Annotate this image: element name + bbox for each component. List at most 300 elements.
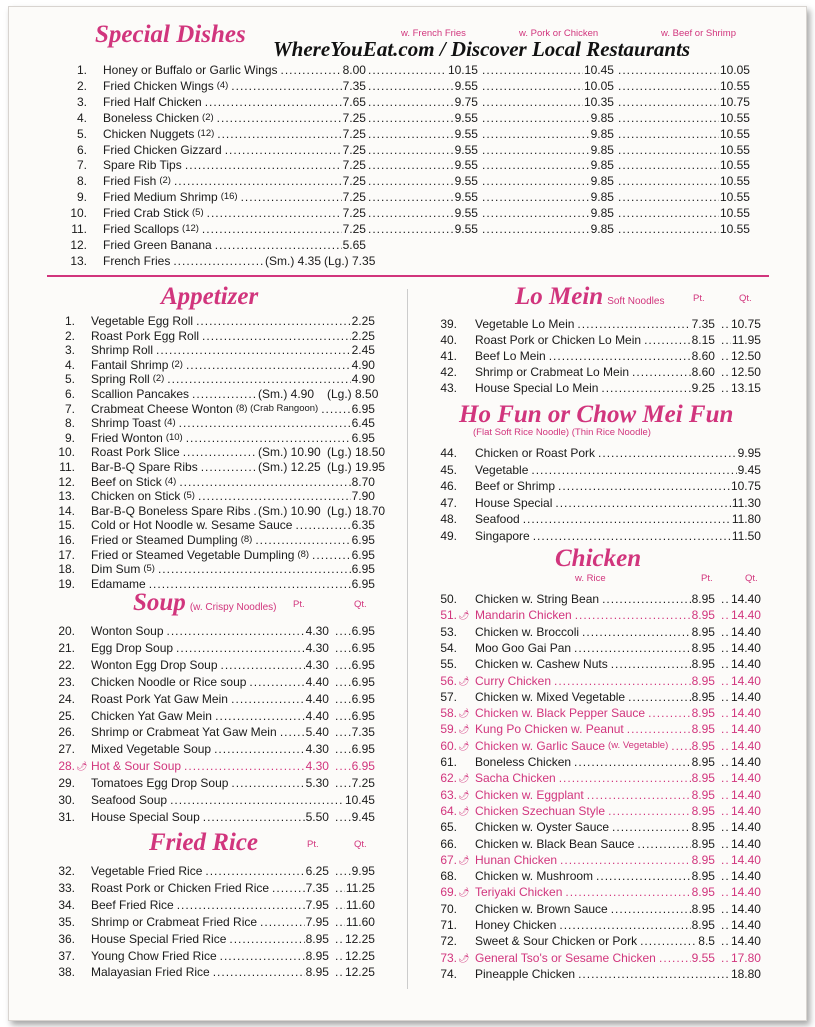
dot-leader: [368, 126, 454, 142]
item-name: Hot & Sour Soup: [91, 759, 182, 774]
pint-price: 8.95: [691, 803, 715, 818]
dot-leader: [721, 738, 730, 754]
item-name: House Special: [475, 495, 553, 510]
header-pork-chicken: w. Pork or Chicken: [519, 28, 599, 39]
soup-title: [133, 589, 277, 617]
menu-item-row: [45, 328, 379, 344]
item-number: 61.: [440, 755, 457, 769]
item-number: 28.: [58, 759, 75, 774]
pint-price: 8.95: [691, 852, 715, 867]
item-name: House Special Lo Mein: [475, 381, 599, 395]
quart-price: 6.95: [351, 674, 375, 689]
dot-leader: [205, 94, 342, 110]
menu-item-row: [427, 933, 765, 949]
dot-leader: [574, 754, 691, 770]
menu-item-row: [57, 142, 754, 158]
item-number: 20.: [58, 624, 75, 638]
price-with-fries: 9.55: [454, 190, 478, 205]
quart-price: 6.95: [351, 742, 375, 757]
dot-leader: [229, 931, 304, 947]
item-number: 9.: [64, 430, 75, 445]
dot-leader: [577, 316, 690, 332]
menu-item-row: [427, 868, 765, 884]
dot-leader: [721, 721, 730, 737]
dot-leader: [482, 62, 583, 78]
dot-leader: [482, 189, 590, 205]
item-price: 2.25: [351, 328, 375, 343]
dot-leader: [618, 157, 719, 173]
dot-leader: [596, 868, 691, 884]
menu-item-row: [427, 721, 765, 737]
watermark-text: WhereYouEat.com / Discover Local Restaurants: [273, 37, 691, 61]
quart-price: 14.40: [730, 608, 761, 623]
dot-leader: [671, 738, 690, 754]
item-note: (2): [171, 358, 183, 370]
dot-leader: [214, 741, 305, 757]
item-name: Chicken w. Garlic Sauce: [475, 738, 606, 753]
menu-item-row: [427, 528, 765, 544]
dot-leader: [196, 313, 351, 329]
dot-leader: [601, 380, 690, 396]
item-name: Chicken w. Brown Sauce: [475, 901, 608, 916]
item-name: Boneless Chicken: [103, 110, 200, 125]
menu-item-row: [427, 884, 765, 900]
menu-item-row: [427, 511, 765, 527]
menu-item-row: [57, 110, 754, 126]
quart-price: 10.45: [344, 793, 375, 807]
menu-item-row: [427, 640, 765, 656]
item-name: Vegetable Fried Rice: [91, 864, 203, 878]
dot-leader: [217, 126, 341, 142]
item-number: 8.: [64, 416, 75, 431]
quart-price: 6.95: [351, 657, 375, 672]
chili-pepper-icon: 🌶: [458, 854, 470, 865]
menu-item-row: [45, 758, 379, 774]
fried-rice-pt-header: Pt.: [307, 839, 319, 850]
menu-item-row: [57, 205, 754, 221]
chili-pepper-icon: 🌶: [76, 761, 88, 772]
item-number: 6.: [76, 142, 87, 157]
item-note: (10): [165, 431, 183, 443]
pint-price: 7.35: [691, 317, 715, 331]
item-number: 1.: [64, 314, 75, 328]
dot-leader: [618, 142, 719, 158]
item-note: (8): [297, 548, 310, 560]
dot-leader: [368, 221, 454, 237]
dot-leader: [215, 708, 304, 724]
menu-item-row: [45, 474, 379, 490]
lo-mein-subtitle: Soft Noodles: [607, 296, 665, 307]
pint-price: 8.95: [691, 836, 715, 851]
item-note: (12): [182, 223, 199, 234]
item-note: (16): [220, 191, 238, 203]
item-number: 13.: [70, 253, 87, 268]
menu-item-row: [427, 950, 765, 966]
dot-leader: [368, 94, 454, 110]
menu-item-row: [45, 897, 379, 913]
pint-price: 8.15: [691, 333, 715, 347]
large-size-price: (Lg.) 18.70: [327, 503, 386, 518]
dot-leader: [644, 332, 691, 348]
dot-leader: [368, 110, 454, 126]
quart-price: 13.15: [730, 381, 761, 395]
item-number: 30.: [58, 793, 75, 807]
item-number: 47.: [440, 495, 457, 510]
item-name: Malayasian Fried Rice: [91, 965, 210, 980]
item-number: 71.: [440, 918, 457, 932]
item-name: Moo Goo Gai Pan: [475, 640, 572, 655]
dot-leader: [167, 371, 350, 387]
item-number: 11.: [71, 222, 87, 236]
menu-item-row: [427, 901, 765, 917]
soup-subtitle: (w. Crispy Noodles): [189, 602, 277, 613]
quart-price: 14.40: [730, 771, 761, 786]
item-number: 45.: [440, 462, 457, 477]
item-number: 54.: [440, 640, 457, 655]
item-number: 19.: [58, 576, 75, 591]
item-name: Chicken w. Cashew Nuts: [475, 657, 608, 672]
menu-item-row: [427, 591, 765, 607]
dot-leader: [217, 110, 342, 126]
dot-leader: [632, 364, 691, 380]
dot-leader: [335, 623, 351, 639]
item-note: (5): [183, 490, 195, 502]
item-price: 10.75: [730, 479, 761, 493]
dot-leader: [198, 488, 351, 504]
chicken-title: Chicken: [555, 545, 642, 572]
item-number: 7.: [64, 401, 75, 416]
pint-price: 8.60: [691, 365, 715, 379]
pint-price: 4.40: [305, 708, 329, 723]
item-name: Fried Fish: [103, 174, 157, 189]
menu-item-row: [45, 503, 386, 519]
item-number: 48.: [440, 512, 457, 526]
dot-leader: [368, 205, 454, 221]
item-name: Spare Rib Tips: [103, 158, 182, 173]
item-number: 43.: [440, 381, 457, 395]
price-with-beef-shrimp: 10.05: [719, 63, 750, 77]
dot-leader: [721, 316, 730, 332]
menu-item-row: [45, 792, 379, 808]
menu-item-row: [427, 803, 765, 819]
menu-item-row: [427, 754, 765, 770]
pint-price: 8.95: [691, 592, 715, 606]
pint-price: 7.95: [305, 897, 329, 912]
dot-leader: [179, 474, 350, 490]
dot-leader: [186, 430, 351, 446]
item-number: 7.: [76, 158, 87, 173]
item-name: Roast Pork Slice: [91, 445, 180, 460]
quart-price: 14.40: [730, 934, 761, 949]
pint-price: 8.5: [698, 934, 715, 949]
menu-item-row: [57, 126, 754, 142]
chili-pepper-icon: 🌶: [458, 805, 470, 816]
dot-leader: [321, 401, 350, 417]
item-price: 7.25: [342, 110, 366, 125]
price-with-beef-shrimp: 10.55: [719, 174, 750, 189]
chili-pepper-icon: 🌶: [458, 952, 470, 963]
price-with-fries: 10.15: [447, 63, 478, 77]
item-name: House Special Soup: [91, 809, 200, 824]
dot-leader: [295, 517, 350, 533]
dot-leader: [578, 966, 730, 982]
menu-item-row: [427, 332, 765, 348]
price-with-beef-shrimp: 10.55: [719, 206, 750, 221]
item-name: Chicken Nuggets: [103, 126, 195, 141]
pint-price: 8.95: [691, 901, 715, 916]
item-name: Spring Roll: [91, 372, 150, 387]
pint-price: 8.95: [691, 624, 715, 639]
dot-leader: [721, 819, 730, 835]
item-name: Roast Pork Yat Gaw Mein: [91, 691, 228, 706]
item-number: 15.: [58, 518, 75, 533]
dot-leader: [554, 673, 691, 689]
pint-price: 8.95: [691, 738, 715, 753]
item-name: French Fries: [103, 253, 171, 268]
pint-price: 8.95: [305, 948, 329, 963]
item-name: Bar-B-Q Boneless Spare Ribs: [91, 503, 251, 518]
pint-price: 9.25: [691, 381, 715, 395]
item-name: Shrimp or Crabmeat Yat Gaw Mein: [91, 725, 277, 740]
price-with-pork-chicken: 9.85: [590, 174, 614, 189]
item-number: 22.: [58, 657, 75, 672]
dot-leader: [482, 126, 590, 142]
soup-pt-header: Pt.: [293, 599, 305, 610]
item-number: 40.: [440, 333, 457, 347]
menu-item-row: [57, 189, 754, 205]
dot-leader: [335, 691, 351, 707]
menu-item-row: [427, 966, 765, 982]
menu-item-row: [45, 914, 379, 930]
menu-item-row: [45, 964, 379, 980]
item-price: 7.25: [342, 142, 366, 157]
special-dishes-title: Special Dishes: [95, 21, 246, 48]
pint-price: 4.30: [305, 742, 329, 757]
item-name: Honey Chicken: [475, 918, 557, 932]
dot-leader: [721, 901, 730, 917]
dot-leader: [608, 803, 691, 819]
quart-price: 14.40: [730, 640, 761, 655]
dot-leader: [335, 724, 351, 740]
quart-price: 12.25: [344, 965, 375, 980]
item-name: Sacha Chicken: [475, 771, 556, 786]
menu-item-row: [45, 444, 386, 460]
item-number: 5.: [64, 372, 75, 387]
dot-leader: [173, 253, 263, 269]
item-name: Mandarin Chicken: [475, 608, 572, 623]
item-price: 7.25: [342, 174, 366, 189]
item-number: 18.: [58, 562, 75, 577]
large-size-price: (Lg.) 7.35: [324, 253, 376, 268]
small-size-price: (Sm.) 4.90: [258, 387, 315, 401]
dot-leader: [368, 173, 454, 189]
item-note: (2): [202, 111, 214, 123]
price-with-beef-shrimp: 10.55: [719, 78, 750, 93]
item-price: 5.65: [342, 237, 366, 252]
menu-item-row: [427, 624, 765, 640]
quart-price: 6.95: [351, 759, 375, 774]
item-number: 12.: [70, 237, 87, 252]
item-number: 64.: [440, 803, 457, 818]
dot-leader: [721, 884, 730, 900]
menu-item-row: [427, 787, 765, 803]
price-with-fries: 9.55: [454, 158, 478, 173]
item-name: Vegetable: [475, 462, 529, 477]
dot-leader: [618, 205, 719, 221]
menu-item-row: [45, 863, 379, 879]
menu-item-row: [57, 173, 754, 189]
price-with-pork-chicken: 10.35: [583, 94, 614, 109]
dot-leader: [335, 657, 351, 673]
dot-leader: [207, 205, 342, 221]
item-price: 6.95: [351, 547, 375, 562]
column-divider: [407, 289, 408, 989]
dot-leader: [335, 897, 345, 913]
fried-rice-title: Fried Rice: [149, 829, 259, 856]
item-name: House Special Fried Rice: [91, 931, 227, 946]
quart-price: 11.60: [345, 897, 375, 912]
dot-leader: [272, 880, 305, 896]
price-with-pork-chicken: 10.45: [583, 63, 614, 77]
price-with-fries: 9.55: [454, 206, 478, 221]
dot-leader: [582, 624, 691, 640]
quart-price: 14.40: [730, 722, 761, 737]
small-size-price: (Sm.) 12.25: [258, 460, 321, 474]
dot-leader: [721, 705, 730, 721]
item-price: 6.95: [351, 401, 375, 416]
item-name: Wonton Egg Drop Soup: [91, 657, 218, 672]
item-name: Beef or Shrimp: [475, 479, 556, 493]
item-price: 9.45: [737, 462, 761, 477]
item-note: (8) (Crab Rangoon): [235, 402, 319, 414]
dot-leader: [618, 173, 719, 189]
menu-item-row: [45, 415, 379, 431]
dot-leader: [587, 787, 691, 803]
lo-mein-title: [515, 283, 664, 311]
menu-item-row: [45, 488, 379, 504]
pint-price: 7.35: [305, 880, 329, 895]
dot-leader: [558, 478, 730, 494]
menu-item-row: [45, 741, 379, 757]
item-price: 7.65: [342, 94, 366, 109]
pint-price: 5.40: [305, 725, 329, 740]
menu-item-row: [57, 253, 754, 269]
dot-leader: [721, 950, 730, 966]
item-name: Mixed Vegetable Soup: [91, 742, 212, 757]
dot-leader: [721, 917, 730, 933]
menu-item-row: [45, 342, 379, 358]
appetizer-title: Appetizer: [161, 283, 259, 310]
pint-price: 5.30: [305, 776, 329, 791]
item-number: 3.: [76, 94, 87, 109]
quart-price: 18.80: [730, 966, 761, 981]
dot-leader: [335, 880, 345, 896]
item-number: 12.: [58, 474, 75, 489]
menu-item-row: [57, 157, 754, 173]
item-number: 36.: [58, 931, 75, 946]
price-with-pork-chicken: 9.85: [590, 110, 614, 125]
dot-leader: [618, 189, 719, 205]
item-number: 4.: [64, 357, 75, 372]
quart-price: 14.40: [730, 689, 761, 704]
price-with-beef-shrimp: 10.55: [719, 222, 750, 236]
dot-leader: [231, 691, 304, 707]
menu-item-row: [45, 459, 386, 475]
dot-leader: [618, 62, 719, 78]
price-with-pork-chicken: 9.85: [590, 142, 614, 157]
item-price: 11.50: [731, 528, 761, 543]
item-name: Fried Chicken Gizzard: [103, 142, 222, 157]
dot-leader: [202, 221, 342, 237]
large-size-price: (Lg.) 8.50: [327, 387, 379, 401]
header-french-fries: w. French Fries: [401, 28, 466, 39]
dot-leader: [335, 948, 344, 964]
chili-pepper-icon: 🌶: [458, 789, 470, 800]
dot-leader: [221, 657, 305, 673]
item-name: Sweet & Sour Chicken or Pork: [475, 934, 638, 949]
item-price: 8.00: [342, 63, 366, 77]
item-name: Beef Lo Mein: [475, 349, 546, 363]
quart-price: 11.60: [345, 914, 375, 929]
dot-leader: [255, 532, 350, 548]
price-with-beef-shrimp: 10.55: [719, 110, 750, 125]
item-name: Shrimp or Crabmeat Fried Rice: [91, 914, 258, 929]
dot-leader: [177, 897, 305, 913]
dot-leader: [721, 380, 730, 396]
chili-pepper-icon: 🌶: [458, 708, 470, 719]
dot-leader: [721, 787, 730, 803]
dot-leader: [611, 656, 691, 672]
item-number: 50.: [440, 592, 457, 606]
item-number: 37.: [58, 948, 75, 963]
item-name: Chicken w. Black Pepper Sauce: [475, 706, 646, 721]
quart-price: 14.40: [730, 836, 761, 851]
dot-leader: [335, 914, 345, 930]
dot-leader: [335, 741, 351, 757]
item-price: 9.95: [737, 446, 761, 460]
pint-price: 8.95: [691, 869, 715, 884]
lo-mein-pt-header: Pt.: [693, 293, 705, 304]
item-name: Fried Green Banana: [103, 237, 212, 252]
item-name: Shrimp or Crabmeat Lo Mein: [475, 365, 630, 379]
item-name: Vegetable Lo Mein: [475, 317, 575, 331]
menu-item-row: [45, 517, 379, 533]
price-with-fries: 9.55: [454, 126, 478, 141]
item-note: (4): [164, 475, 177, 487]
item-name: Fried or Steamed Vegetable Dumpling: [91, 547, 295, 562]
small-size-price: (Sm.) 4.35: [265, 253, 322, 268]
item-note: (w. Vegetable): [608, 739, 669, 751]
pint-price: 8.95: [691, 673, 715, 688]
item-name: Crabmeat Cheese Wonton: [91, 401, 233, 416]
pint-price: 4.40: [305, 674, 329, 689]
item-name: Fried Medium Shrimp: [103, 190, 218, 205]
item-note: (4): [216, 79, 229, 91]
menu-item-row: [427, 380, 765, 396]
fried-rice-qt-header: Qt.: [354, 839, 367, 850]
item-number: 8.: [76, 174, 87, 189]
item-name: Chicken Yat Gaw Mein: [91, 708, 212, 723]
pint-price: 8.60: [691, 349, 715, 363]
item-name: Pineapple Chicken: [475, 966, 576, 981]
item-price: 6.95: [351, 533, 375, 547]
item-name: Kung Po Chicken w. Peanut: [475, 722, 624, 737]
item-number: 70.: [440, 901, 457, 916]
dot-leader: [231, 775, 304, 791]
pint-price: 4.30: [305, 624, 329, 638]
dot-leader: [560, 852, 691, 868]
menu-item-row: [45, 931, 379, 947]
